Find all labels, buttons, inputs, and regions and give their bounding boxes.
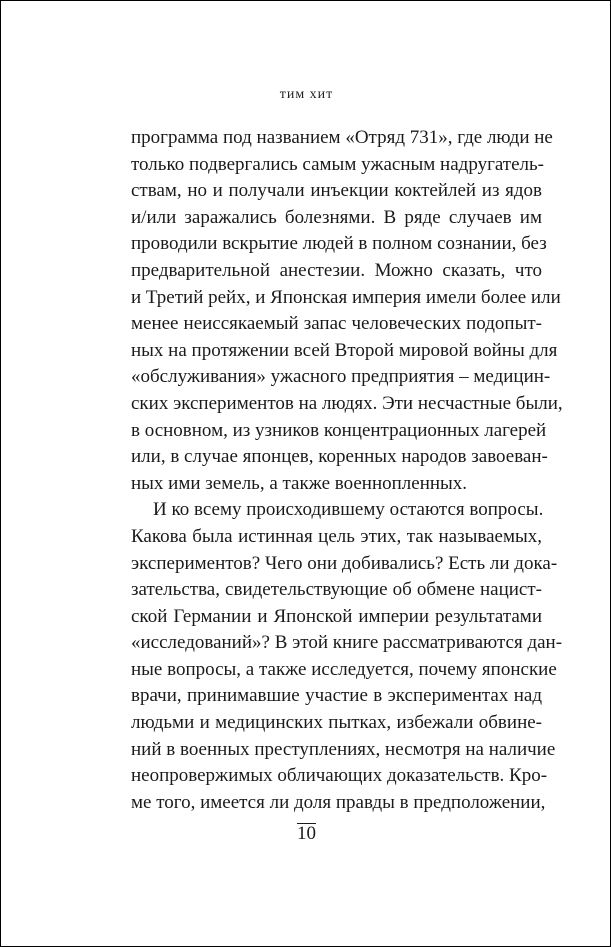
- text-line: «исследований»? В этой книге рассматриваются дан-: [131, 632, 563, 654]
- text-line: людьми и медицинских пытках, избежали обвине-: [131, 712, 542, 734]
- text-line: менее неиссякаемый запас человеческих подопыт-: [131, 313, 542, 335]
- text-line: ме того, имеется ли доля правды в предположении,: [131, 791, 546, 813]
- text-line: экспериментов? Чего они добивались? Есть ли дока-: [131, 552, 558, 574]
- text-line: ных ими земель, а также военнопленных.: [131, 472, 468, 494]
- text-line: только подвергались самым ужасным надругатель-: [131, 153, 545, 175]
- text-line: программа под названием «Отряд 731», где люди не: [131, 127, 553, 148]
- text-line: ных на протяжении всей Второй мировой войны для: [131, 339, 558, 361]
- text-line: врачи, принимавшие участие в экспериментах над: [131, 685, 542, 707]
- text-line: предварительной анестезии. Можно сказать, что: [131, 259, 542, 281]
- text-line: в основном, из узников концентрационных лагерей: [131, 419, 547, 441]
- page-number: [1, 823, 611, 845]
- running-head: тим хит: [279, 87, 334, 102]
- text-line: Какова была истинная цель этих, так называемых,: [131, 525, 542, 547]
- text-line: И ко всему происходившему остаются вопросы.: [153, 499, 544, 521]
- text-line: ний в военных преступлениях, несмотря на наличие: [131, 738, 556, 760]
- text-line: ской Германии и Японской империи результатами: [131, 605, 542, 627]
- text-line: неопровержимых обличающих доказательств. Кро-: [131, 765, 548, 787]
- page-number-text: 10: [297, 823, 316, 844]
- text-line: зательства, свидетельствующие об обмене нацист-: [131, 579, 542, 601]
- text-line: ствам, но и получали инъекции коктейлей из ядов: [131, 180, 542, 202]
- text-line: или, в случае японцев, коренных народов завоеван-: [131, 446, 548, 468]
- body-text: [131, 125, 563, 816]
- text-line: и/или заражались болезнями. В ряде случаев им: [131, 206, 542, 228]
- text-line: «обслуживания» ужасного предприятия – медицин-: [131, 366, 551, 388]
- text-line: проводили вскрытие людей в полном сознании, без: [131, 233, 547, 255]
- text-line: ные вопросы, а также исследуется, почему японские: [131, 658, 557, 680]
- text-line: ских экспериментов на людях. Эти несчастные были,: [131, 392, 563, 414]
- text-line: и Третий рейх, и Японская империя имели более или: [131, 286, 561, 308]
